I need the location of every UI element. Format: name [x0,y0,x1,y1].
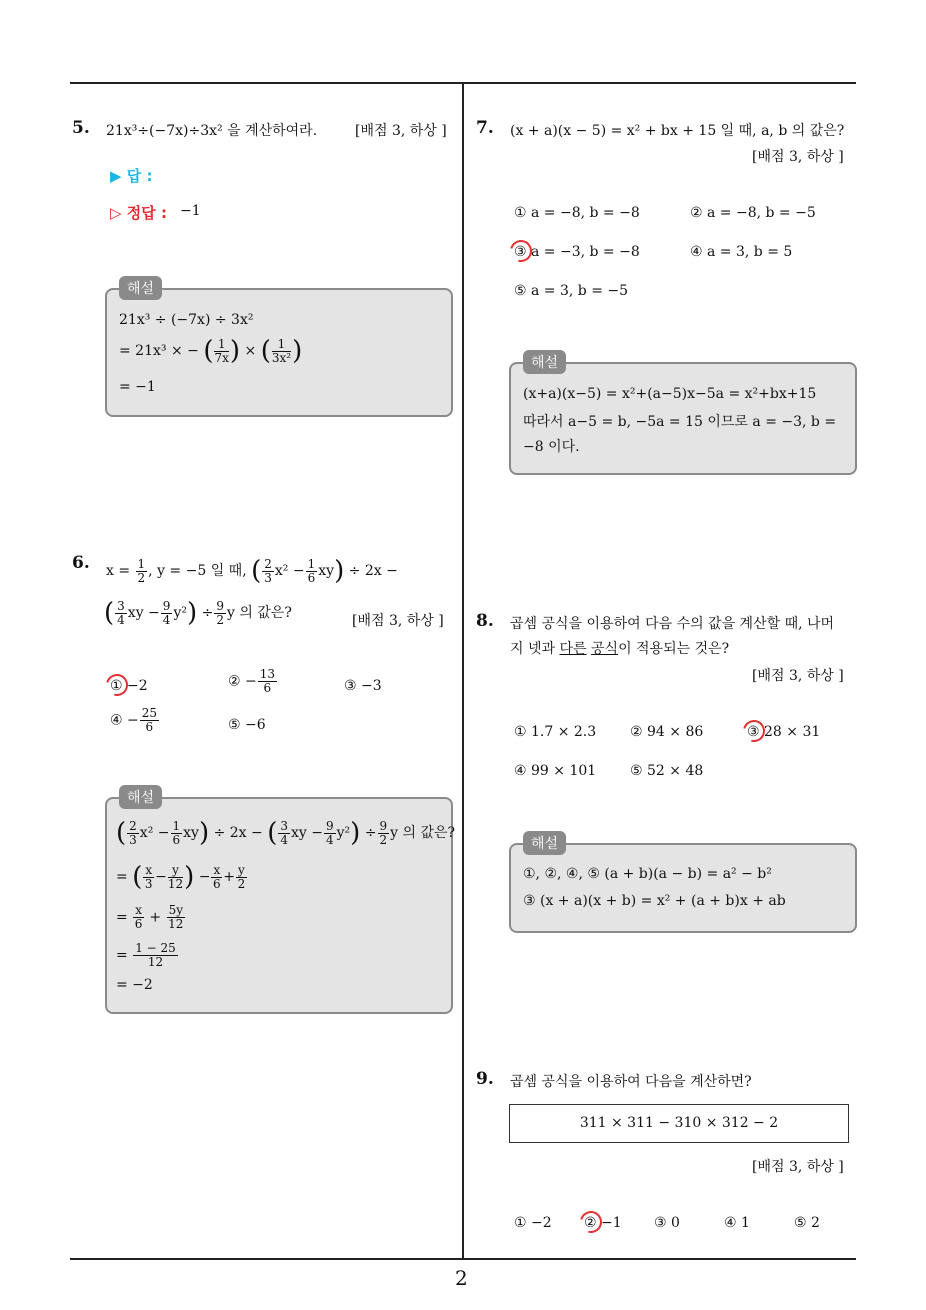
question-6-option-5[interactable]: ⑤ −6 [228,717,266,733]
question-7-number: 7. [476,118,494,138]
question-7-option-2[interactable]: ② a = −8, b = −5 [690,205,816,221]
question-8-option-3[interactable]: ③ 28 × 31 [747,724,821,740]
fraction: $\frac{1}{7x}$ [214,336,229,365]
question-5-correct-value: −1 [180,203,201,219]
emphasis-different: 다른 [559,641,587,657]
question-9-option-5[interactable]: ⑤ 2 [794,1215,820,1231]
question-9-expression-box: 311 × 311 − 310 × 312 − 2 [509,1104,849,1143]
emphasis-formula: 공식 [591,641,619,657]
question-8-solution-box [509,843,857,933]
question-6-option-1[interactable]: ① −2 [110,678,148,694]
question-9-option-1[interactable]: ① −2 [514,1215,552,1231]
question-7-option-4[interactable]: ④ a = 3, b = 5 [690,244,793,260]
question-6-line-1: x = $\frac{1}{2}$ , y = −5 일 때, ( $\frac{2}{3}$ x² − $\frac{1}{6}$ xy) ÷ 2x − [106,556,398,586]
question-8-option-5[interactable]: ⑤ 52 × 48 [630,763,704,779]
question-5-solution-tab: 해설 [119,276,162,300]
fraction: $\frac{1}{\text{3x²}}$ [271,336,292,365]
question-7-solution-line-1: (x+a)(x−5) = x²+(a−5)x−5a = x²+bx+15 [523,386,817,402]
correct-answer-mark [576,1207,606,1237]
correct-answer-mark [506,236,536,266]
correct-answer-mark [102,670,132,700]
question-8-solution-line-1: ①, ②, ④, ⑤ (a + b)(a − b) = a² − b² [523,866,772,882]
question-7-solution-line-3: −8 이다. [523,439,580,455]
question-6-option-2[interactable]: ② − $\frac{13}{6}$ [228,667,276,695]
question-6-solution-line-1: ( $\frac{2}{3}$ x² − $\frac{1}{6}$ xy) ÷ 2x − ( $\frac{3}{4}$ xy − $\frac{9}{4}$ y²) ÷ $\frac{9}{2}$ y 의 값은? [116,818,456,848]
question-6-solution-line-5: = −2 [116,977,153,993]
question-7-solution-tab: 해설 [523,350,566,374]
question-6-option-4[interactable]: ④ − $\frac{25}{6}$ [110,706,158,734]
question-5-meta: [배점 3, 하상 ] [355,123,447,139]
question-5-number: 5. [72,118,90,138]
question-8-line-1: 곱셈 공식을 이용하여 다음 수의 값을 계산할 때, 나머 [510,616,835,632]
question-6-line-2: ( $\frac{3}{4}$ xy − $\frac{9}{4}$ y²) ÷ $\frac{9}{2}$ y 의 값은? [104,598,292,628]
question-8-option-2[interactable]: ② 94 × 86 [630,724,704,740]
question-9-option-2[interactable]: ② −1 [584,1215,622,1231]
question-9-number: 9. [476,1069,494,1089]
bottom-rule [70,1258,856,1260]
question-9-option-4[interactable]: ④ 1 [724,1215,750,1231]
question-8-solution-line-2: ③ (x + a)(x + b) = x² + (a + b)x + ab [523,893,786,909]
question-5-text: 21x³÷(−7x)÷3x² 을 계산하여라. [106,123,318,139]
question-7-text: (x + a)(x − 5) = x² + bx + 15 일 때, a, b 의 값은? [510,123,845,139]
page-number: 2 [455,1266,468,1290]
question-5-solution-line-1: 21x³ ÷ (−7x) ÷ 3x² [119,312,254,328]
question-7-option-1[interactable]: ① a = −8, b = −8 [514,205,640,221]
question-6-solution-line-2: = ( $\frac{x}{3}$ − $\frac{y}{12}$ ) − $\frac{x}{6}$ + $\frac{y}{2}$ [116,862,246,892]
sol-line-2-lead: = 21x³ × − [119,343,199,359]
question-8-line-2: 지 넷과 다른 공식이 적용되는 것은? [510,641,730,657]
question-6-meta: [배점 3, 하상 ] [352,613,444,629]
question-5-solution-line-2: = 21x³ × − ( $\frac{1}{7x}$ ) × ( $\frac{1}{\text{3x²}}$ ) [119,336,303,366]
question-7-option-3[interactable]: ③ a = −3, b = −8 [514,244,640,260]
question-8-number: 8. [476,611,494,631]
question-7-option-5[interactable]: ⑤ a = 3, b = −5 [514,283,629,299]
question-6-solution-line-4: = $\frac{1 - 25}{12}$ [116,941,176,969]
question-6-number: 6. [72,553,90,573]
question-7-solution-line-2: 따라서 a−5 = b, −5a = 15 이므로 a = −3, b = [523,414,837,430]
question-8-option-1[interactable]: ① 1.7 × 2.3 [514,724,597,740]
question-9-text: 곱셈 공식을 이용하여 다음을 계산하면? [510,1074,752,1090]
question-8-option-4[interactable]: ④ 99 × 101 [514,763,597,779]
question-6-solution-line-3: = $\frac{x}{6}$ + $\frac{5y}{12}$ [116,903,184,931]
question-5-solution-line-3: = −1 [119,379,156,395]
question-5-correct-label: ▷ 정답 : [110,204,167,222]
question-6-option-3[interactable]: ③ −3 [344,678,382,694]
correct-answer-mark [739,716,769,746]
question-6-solution-tab: 해설 [119,785,162,809]
question-9-option-3[interactable]: ③ 0 [654,1215,680,1231]
question-7-meta: [배점 3, 하상 ] [752,149,844,165]
question-8-meta: [배점 3, 하상 ] [752,668,844,684]
column-divider [462,82,464,1260]
question-9-meta: [배점 3, 하상 ] [752,1159,844,1175]
question-5-answer-label: ▶ 답 : [110,167,153,185]
question-8-solution-tab: 해설 [523,831,566,855]
